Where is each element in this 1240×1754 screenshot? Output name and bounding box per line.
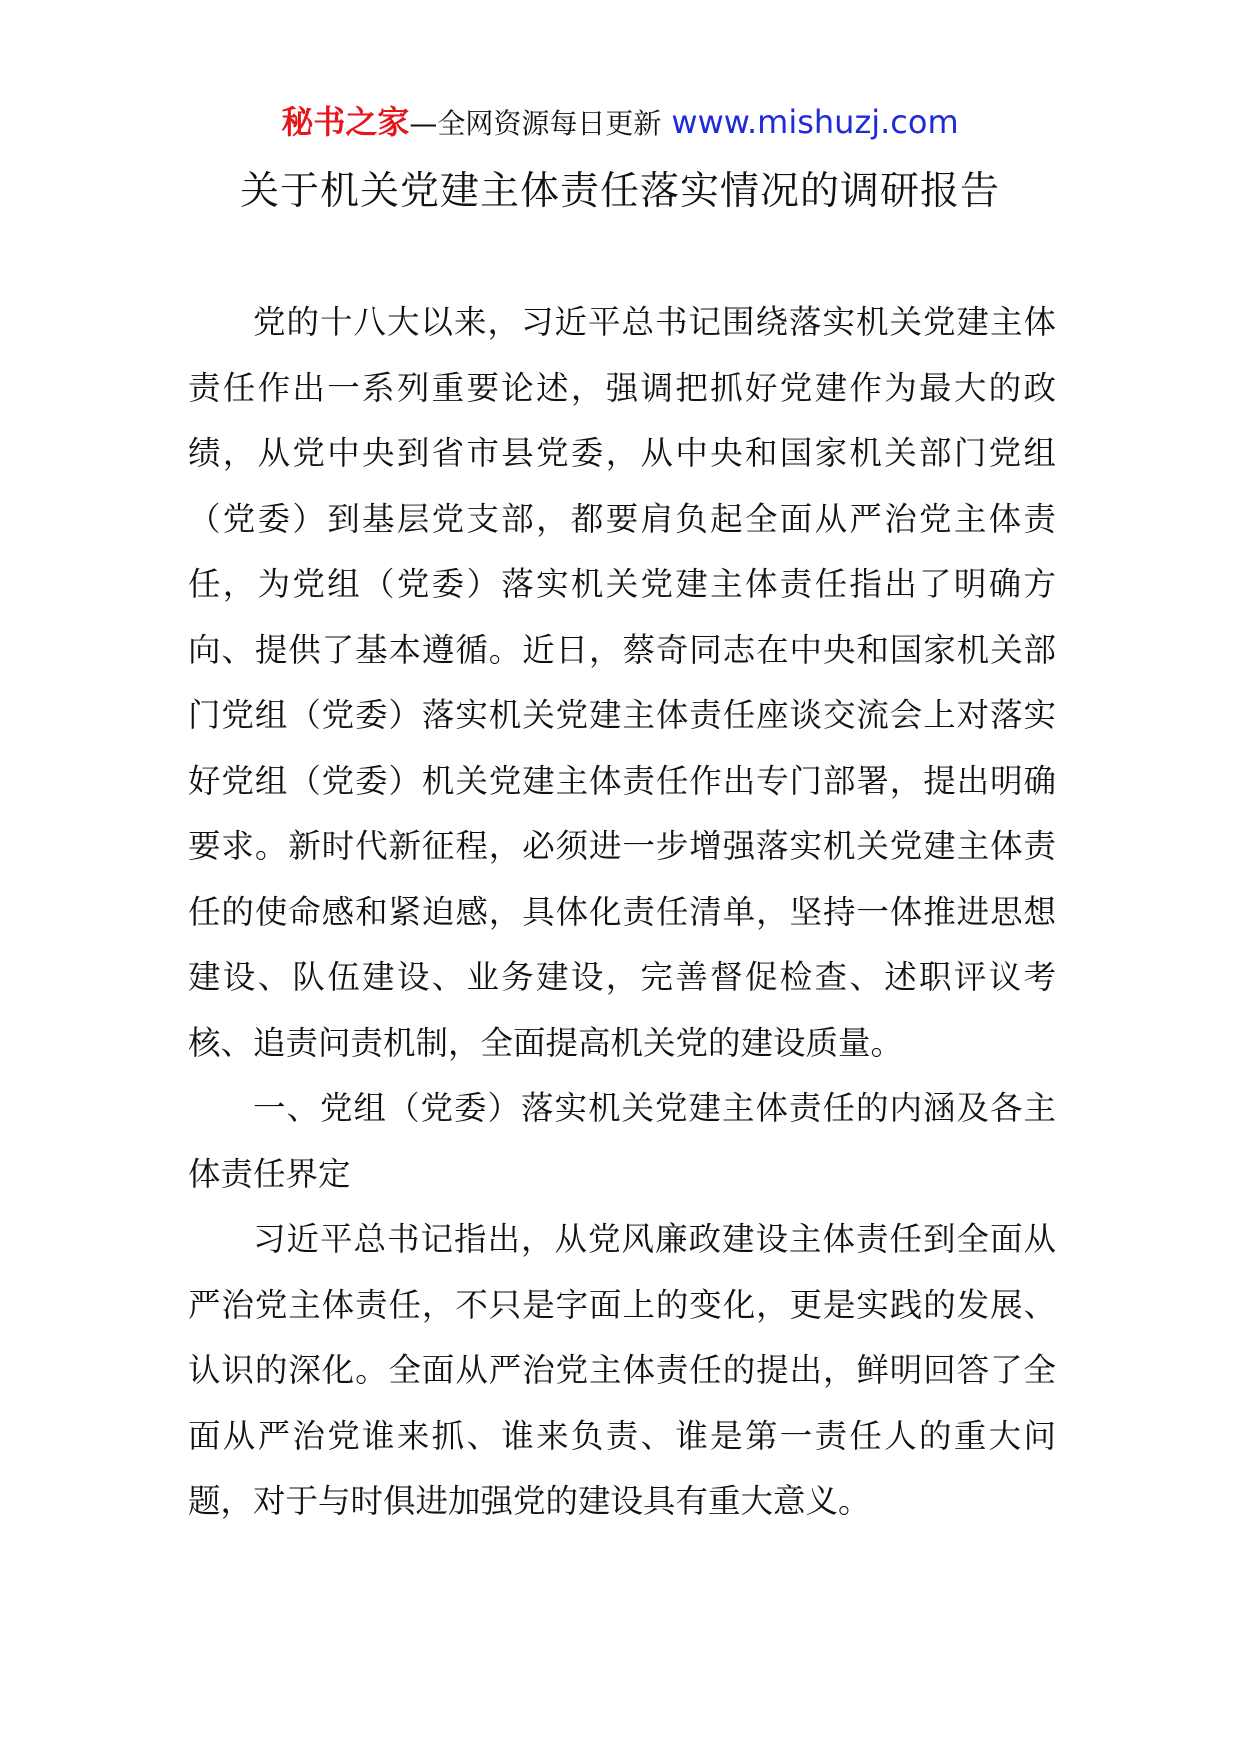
site-header (0, 100, 1240, 146)
document-title: 关于机关党建主体责任落实情况的调研报告 (239, 169, 1000, 214)
site-tagline: —全网资源每日更新 (409, 107, 662, 140)
brand-name: 秘书之家 (281, 103, 410, 141)
document-body (188, 290, 1056, 1535)
paragraph-intro: 党的十八大以来，习近平总书记围绕落实机关党建主体责任作出一系列重要论述，强调把抓好党建作为最大的政绩，从党中央到省市县党委，从中央和国家机关部门党组（党委）到基层党支部，都要肩负起全面从严治党主体责任，为党组（党委）落实机关党建主体责任指出了明确方向、提供了基本遵循。近日，蔡奇同志在中央和国家机关部门党组（党委）落实机关党建主体责任座谈交流会上对落实好党组（党委）机关党建主体责任作出专门部署，提出明确要求。新时代新征程，必须进一步增强落实机关党建主体责任的使命感和紧迫感，具体化责任清单，坚持一体推进思想建设、队伍建设、业务建设，完善督促检查、述职评议考核、追责问责机制，全面提高机关党的建设质量。 (188, 303, 1056, 1062)
paragraph-section-1: 习近平总书记指出，从党风廉政建设主体责任到全面从严治党主体责任，不只是字面上的变化，更是实践的发展、认识的深化。全面从严治党主体责任的提出，鲜明回答了全面从严治党谁来抓、谁来负责、谁是第一责任人的重大问题，对于与时俱进加强党的建设具有重大意义。 (188, 1220, 1056, 1520)
section-heading-1: 一、党组（党委）落实机关党建主体责任的内涵及各主体责任界定 (188, 1089, 1056, 1193)
site-url-link[interactable]: www.mishuzj.com (671, 103, 959, 141)
